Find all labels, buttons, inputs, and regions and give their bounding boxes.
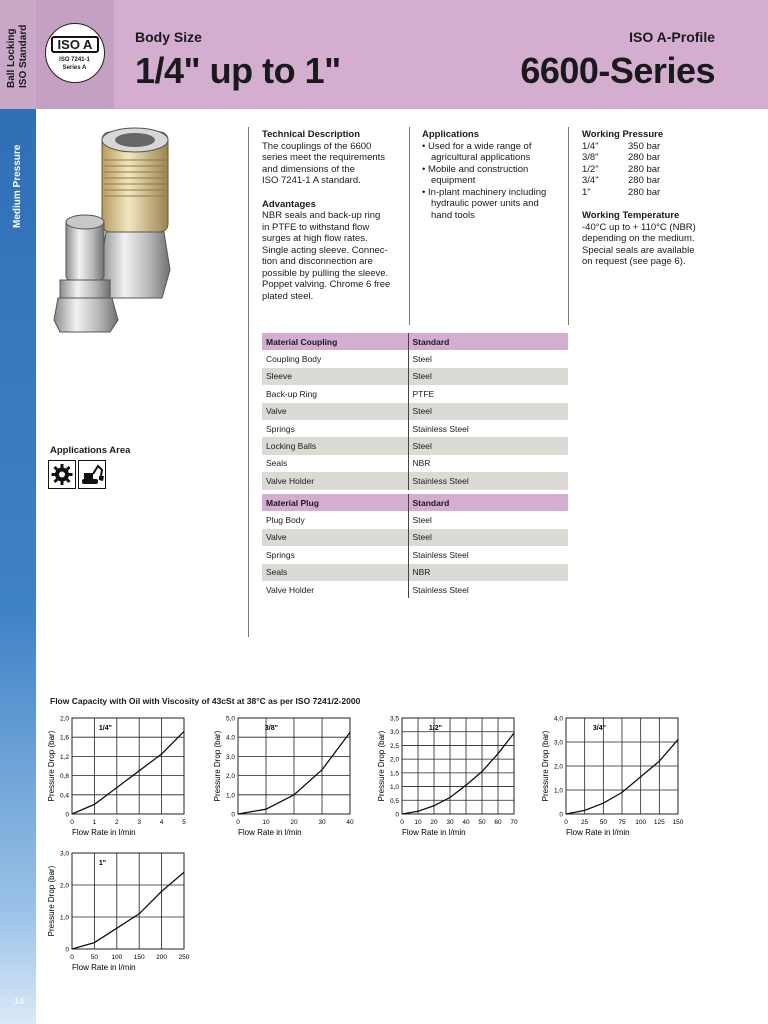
material-coupling-table — [262, 333, 568, 490]
y-axis-label: Pressure Drop (bar) — [47, 865, 56, 937]
y-tick-label: 0 — [395, 811, 399, 819]
page-number: 14 — [14, 996, 25, 1006]
table-cell: NBR — [408, 455, 568, 472]
sidebar-label-iso-standard: ISO Standard — [18, 24, 29, 88]
y-tick-label: 3,0 — [59, 850, 69, 858]
data-point — [497, 753, 498, 754]
iso-a-logo — [45, 23, 105, 83]
data-point — [293, 794, 294, 795]
y-tick-label: 3,0 — [389, 729, 399, 737]
data-point — [116, 787, 117, 788]
table-cell: Back-up Ring — [266, 388, 318, 399]
data-point — [71, 948, 72, 949]
y-tick-label: 3,5 — [389, 715, 399, 723]
chart-size-label: 1" — [98, 860, 107, 867]
column-divider-2 — [409, 127, 410, 325]
data-point — [481, 771, 482, 772]
application-item-cont: hydraulic power units and — [431, 198, 539, 209]
x-tick-label: 50 — [478, 819, 486, 826]
y-tick-label: 1,0 — [553, 787, 563, 795]
application-item: • In-plant machinery including — [422, 186, 547, 198]
adv-line: plated steel. — [262, 290, 314, 302]
pressure-row: 1/2" 280 bar — [582, 163, 661, 175]
y-axis-label: Pressure Drop (bar) — [213, 730, 222, 802]
plot-area — [72, 718, 184, 814]
pressure-row: 1/4" 350 bar — [582, 140, 661, 152]
x-tick-label: 30 — [446, 819, 454, 826]
sidebar-label-ball-locking: Ball Locking — [6, 28, 17, 88]
x-tick-label: 125 — [653, 819, 665, 826]
x-tick-label: 100 — [635, 819, 647, 826]
data-point — [71, 813, 72, 814]
coupling-product-image — [44, 120, 244, 350]
application-item-cont: equipment — [431, 175, 476, 186]
x-tick-label: 150 — [672, 819, 684, 826]
pressure-drop-chart-quarter — [42, 712, 202, 842]
data-point — [183, 872, 184, 873]
table-cell: Springs — [266, 423, 295, 434]
x-tick-label: 60 — [494, 819, 502, 826]
x-tick-label: 70 — [510, 819, 518, 826]
data-point — [465, 785, 466, 786]
technical-description — [262, 129, 404, 302]
x-tick-label: 0 — [70, 819, 74, 826]
technical-description-title: Technical Description — [262, 129, 361, 140]
table-cell: Steel — [408, 437, 568, 454]
x-tick-label: 0 — [236, 819, 240, 826]
plot-area — [402, 718, 514, 814]
data-point — [161, 891, 162, 892]
table-cell: Steel — [408, 350, 568, 367]
y-tick-label: 2,0 — [389, 756, 399, 764]
pressure-row: 1" 280 bar — [582, 186, 661, 198]
adv-line: tion and disconnection are — [262, 256, 373, 267]
y-tick-label: 1,0 — [389, 784, 399, 792]
body-size-label: Body Size — [135, 29, 202, 45]
data-point — [513, 732, 514, 733]
table-cell: Stainless Steel — [408, 472, 568, 489]
column-divider-1 — [248, 127, 249, 637]
data-point — [584, 810, 585, 811]
application-item-cont: hand tools — [431, 209, 475, 221]
table-cell: Plug Body — [266, 515, 305, 526]
x-tick-label: 20 — [290, 819, 298, 826]
logo-line-2: Series A — [62, 65, 87, 71]
column-divider-3 — [568, 127, 569, 325]
x-axis-label: Flow Rate in l/min — [238, 828, 302, 837]
table-cell: Coupling Body — [266, 354, 322, 365]
x-tick-label: 50 — [90, 954, 99, 961]
tech-line: series meet the requirements — [262, 152, 386, 163]
data-point — [449, 797, 450, 798]
adv-line: in PTFE to withstand flow — [262, 221, 370, 233]
data-point — [433, 805, 434, 806]
x-tick-label: 250 — [178, 954, 190, 961]
table-cell: Steel — [408, 511, 568, 528]
iso-a-badge: ISO A — [51, 36, 99, 53]
table-cell: Steel — [408, 368, 568, 385]
x-tick-label: 1 — [92, 819, 97, 826]
x-tick-label: 0 — [400, 819, 404, 826]
data-point — [94, 804, 95, 805]
y-tick-label: 0 — [65, 811, 69, 819]
y-tick-label: 0,4 — [59, 792, 69, 800]
applications-area-icons — [48, 460, 108, 490]
x-axis-label: Flow Rate in l/min — [402, 828, 466, 837]
profile-label: ISO A-Profile — [629, 29, 715, 45]
sidebar-bottom — [0, 109, 36, 1024]
table-cell: Valve — [262, 529, 408, 546]
temp-line: depending on the medium. — [582, 233, 695, 244]
application-item-cont: agricultural applications — [431, 152, 531, 163]
x-axis-label: Flow Rate in l/min — [72, 828, 136, 837]
data-point — [640, 776, 641, 777]
chart-size-label: 3/8" — [264, 725, 278, 732]
y-tick-label: 0 — [559, 811, 563, 819]
table-cell: Valve Holder — [262, 472, 408, 489]
x-axis-label: Flow Rate in l/min — [566, 828, 630, 837]
x-tick-label: 25 — [581, 819, 589, 826]
data-point — [183, 731, 184, 732]
data-point — [659, 761, 660, 762]
x-tick-label: 200 — [156, 954, 168, 961]
adv-line: surges at high flow rates. — [262, 233, 368, 244]
table-cell: Springs — [266, 549, 295, 560]
table-cell: Valve — [262, 403, 408, 420]
y-tick-label: 3,0 — [225, 753, 235, 761]
y-tick-label: 1,6 — [59, 734, 69, 742]
y-tick-label: 2,0 — [225, 773, 235, 781]
table-header: Material Coupling — [262, 333, 408, 350]
data-point — [116, 928, 117, 929]
pressure-drop-chart-one-inch — [42, 847, 202, 977]
adv-line: Poppet valving. Chrome 6 free — [262, 279, 391, 290]
x-tick-label: 50 — [599, 819, 607, 826]
x-tick-label: 4 — [159, 819, 164, 826]
data-point — [161, 753, 162, 754]
pressure-drop-chart-three-eighths — [208, 712, 368, 842]
table-header: Standard — [408, 333, 568, 350]
data-point — [401, 813, 402, 814]
y-tick-label: 1,0 — [225, 792, 235, 800]
logo-line-1: ISO 7241-1 — [59, 57, 90, 63]
x-tick-label: 20 — [430, 819, 438, 826]
table-cell: Seals — [266, 458, 288, 469]
pressure-drop-chart-three-quarter — [536, 712, 696, 842]
pressure-row: 3/4" 280 bar — [582, 175, 661, 186]
data-point — [265, 809, 266, 810]
table-header: Standard — [408, 494, 568, 511]
application-item: • Mobile and construction — [422, 163, 529, 175]
y-axis-label: Pressure Drop (bar) — [377, 730, 386, 802]
chart-size-label: 1/2" — [428, 725, 442, 732]
charts-caption: Flow Capacity with Oil with Viscosity of 43cSt at 38°C as per ISO 7241/2-2000 — [50, 696, 361, 706]
y-tick-label: 2,0 — [59, 882, 69, 890]
data-point — [139, 770, 140, 771]
chart-size-label: 3/4" — [592, 725, 606, 732]
y-axis-label: Pressure Drop (bar) — [541, 730, 550, 802]
table-cell: Seals — [262, 564, 408, 581]
y-tick-label: 1,5 — [389, 770, 399, 778]
applications — [422, 129, 564, 221]
x-tick-label: 0 — [564, 819, 568, 826]
y-tick-label: 4,0 — [225, 734, 235, 742]
table-cell: Steel — [408, 529, 568, 546]
tech-line: The couplings of the 6600 — [262, 140, 372, 152]
pressure-drop-chart-half — [372, 712, 532, 842]
data-point — [139, 913, 140, 914]
y-tick-label: 3,0 — [553, 739, 563, 747]
y-tick-label: 0 — [65, 946, 69, 954]
data-point — [603, 803, 604, 804]
data-point — [677, 739, 678, 740]
working-pressure-title: Working Pressure — [582, 129, 664, 140]
x-tick-label: 0 — [70, 954, 74, 961]
data-point — [321, 769, 322, 770]
plot-area — [72, 853, 184, 949]
x-tick-label: 150 — [133, 954, 145, 961]
material-plug-table — [262, 494, 568, 598]
table-cell: Stainless Steel — [408, 581, 568, 598]
x-tick-label: 3 — [137, 819, 142, 826]
y-tick-label: 1,2 — [59, 753, 69, 761]
table-cell: PTFE — [408, 385, 568, 402]
x-tick-label: 40 — [346, 819, 354, 826]
table-cell: Stainless Steel — [408, 420, 568, 437]
x-tick-label: 5 — [182, 819, 186, 826]
pressure-row: 3/8" 280 bar — [582, 152, 661, 163]
y-tick-label: 4,0 — [553, 715, 563, 723]
y-axis-label: Pressure Drop (bar) — [47, 730, 56, 802]
size-range-title: 1/4" up to 1" — [135, 50, 341, 91]
data-point — [349, 732, 350, 733]
chart-size-label: 1/4" — [98, 725, 112, 732]
table-cell: Stainless Steel — [408, 546, 568, 563]
table-cell: Valve Holder — [266, 584, 315, 595]
table-header: Material Plug — [262, 494, 408, 511]
table-cell: Steel — [408, 403, 568, 420]
advantages-title: Advantages — [262, 198, 316, 210]
temp-line: on request (see page 6). — [582, 256, 686, 267]
data-point — [237, 813, 238, 814]
y-tick-label: 2,5 — [389, 742, 399, 750]
applications-title: Applications — [422, 129, 480, 140]
y-tick-label: 2,0 — [59, 715, 69, 723]
working-temperature-title: Working Temperature — [582, 210, 680, 221]
data-point — [94, 942, 95, 943]
y-tick-label: 1,0 — [59, 914, 69, 922]
temp-line: -40°C up to + 110°C (NBR) — [582, 221, 696, 233]
x-tick-label: 75 — [618, 819, 626, 826]
x-tick-label: 10 — [414, 819, 422, 826]
data-point — [417, 811, 418, 812]
adv-line: Single acting sleeve. Connec- — [262, 244, 388, 256]
series-title: 6600-Series — [520, 50, 715, 91]
x-tick-label: 100 — [111, 954, 123, 961]
x-tick-label: 2 — [114, 819, 119, 826]
sidebar-label-medium-pressure: Medium Pressure — [12, 144, 23, 228]
temp-line: Special seals are available — [582, 244, 695, 256]
table-cell: NBR — [408, 564, 568, 581]
x-axis-label: Flow Rate in l/min — [72, 963, 136, 972]
tech-line: ISO 7241-1 A standard. — [262, 175, 361, 186]
y-tick-label: 5,0 — [225, 715, 235, 723]
working-pressure — [582, 129, 762, 268]
table-cell: Sleeve — [262, 368, 408, 385]
x-tick-label: 40 — [462, 819, 470, 826]
applications-area-title: Applications Area — [50, 445, 131, 456]
tech-line: and dimensions of the — [262, 163, 355, 175]
y-tick-label: 0,5 — [389, 797, 399, 805]
data-point — [621, 792, 622, 793]
x-tick-label: 30 — [318, 819, 326, 826]
adv-line: NBR seals and back-up ring — [262, 210, 381, 221]
y-tick-label: 0 — [231, 811, 235, 819]
adv-line: possible by pulling the sleeve. — [262, 267, 389, 279]
application-item: • Used for a wide range of — [422, 140, 532, 152]
y-tick-label: 2,0 — [553, 763, 563, 771]
data-point — [565, 813, 566, 814]
x-tick-label: 10 — [262, 819, 270, 826]
table-cell: Locking Balls — [262, 437, 408, 454]
y-tick-label: 0,8 — [59, 773, 69, 781]
